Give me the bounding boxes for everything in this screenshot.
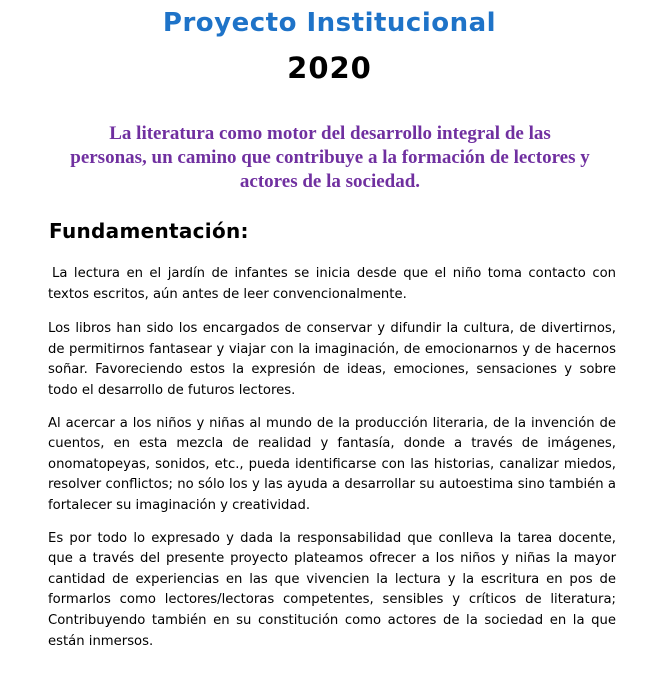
section-heading-fundamentacion: Fundamentación:	[49, 219, 249, 243]
document-subtitle: La literatura como motor del desarrollo integral de las personas, un camino que contribuye a la formación de lectores y actores de la sociedad.	[70, 123, 590, 192]
document-year: 2020	[287, 51, 372, 85]
document-body	[48, 264, 616, 664]
paragraph: La lectura en el jardín de infantes se inicia desde que el niño toma contacto con textos escritos, aún antes de leer convencionalmente.	[48, 266, 616, 302]
paragraph: Los libros han sido los encargados de conservar y difundir la cultura, de divertirnos, de permitirnos fantasear y viajar con la imaginación, de emocionarnos y de hacernos soñar. Favoreciendo estos la expresión de ideas, emociones, sensaciones y sobre todo el desarrollo de futuros lectores.	[48, 321, 616, 398]
paragraph: Es por todo lo expresado y dada la responsabilidad que conlleva la tarea docente, que a través del presente proyecto plateamos ofrecer a los niños y niñas la mayor cantidad de experiencias en las que vivencien la lectura y la escritura en pos de formarlos como lectores/lectoras competentes, sensibles y críticos de literatura; Contribuyendo también en su constitución como actores de la sociedad en la que están inmersos.	[48, 530, 616, 649]
paragraph: Al acercar a los niños y niñas al mundo de la producción literaria, de la invención de cuentos, en esta mezcla de realidad y fantasía, donde a través de imágenes, onomatopeyas, sonidos, etc., pueda identificarse con las historias, canalizar miedos, resolver conflictos; no sólo los y las ayuda a desarrollar su autoestima sino también a fortalecer su imaginación y creatividad.	[48, 415, 616, 513]
document-title: Proyecto Institucional	[162, 8, 497, 38]
